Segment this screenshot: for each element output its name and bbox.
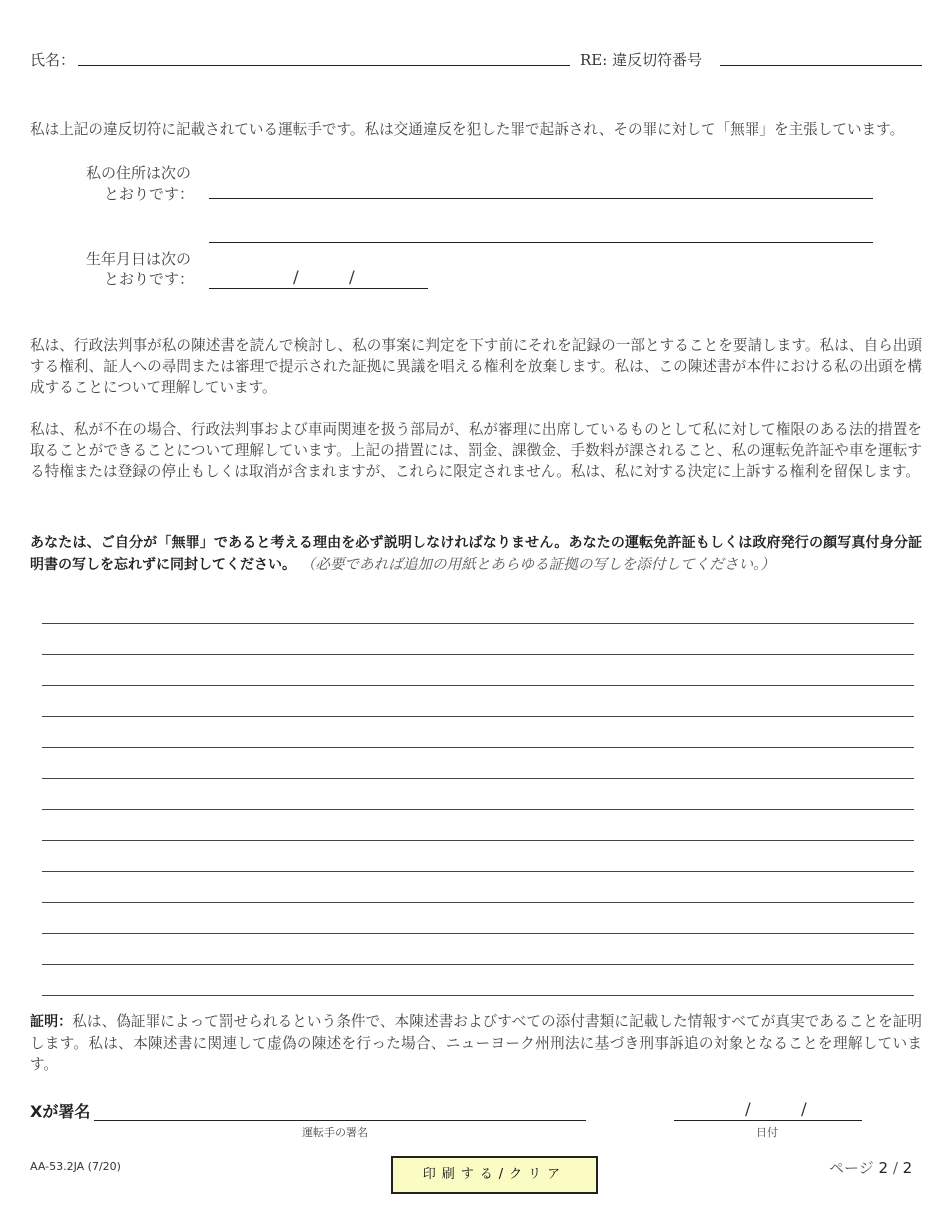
date-separator-2: /: [801, 1100, 807, 1120]
certification-text: 私は、偽証罪によって罰せられるという条件で、本陳述書およびすべての添付書類に記載した情報すべてが真実であることを証明します。私は、本陳述書に関連して虚偽の陳述を行った場合、ニューヨーク州刑法に基づき刑事訴追の対象となることを理解しています。: [30, 1013, 923, 1073]
reason-line[interactable]: [42, 809, 914, 810]
absence-paragraph: 私は、私が不在の場合、行政法判事および車両関連を扱う部局が、私が審理に出席しているものとして私に対して権限のある法的措置を取ることができることについて理解しています。上記の措置には、罰金、課徴金、手数料が課されること、私の運転免許証や車を運転する特権または登録の停止もしくは取消が含まれますが、これらに限定されません。私は、私に対する決定に上訴する権利を留保します。: [30, 421, 922, 480]
reason-line[interactable]: [42, 933, 914, 934]
reason-line[interactable]: [42, 871, 914, 872]
address-field-line1[interactable]: [209, 198, 873, 199]
signature-caption: 運転手の署名: [302, 1126, 368, 1139]
address-label-line1: 私の住所は次の: [86, 164, 192, 182]
signature-label: Xが署名: [30, 1102, 91, 1121]
reason-instructions: [30, 532, 922, 576]
reason-line[interactable]: [42, 654, 914, 655]
intro-paragraph: 私は上記の違反切符に記載されている運転手です。私は交通違反を犯した罪で起訴され、その罪に対して「無罪」を主張しています。: [30, 121, 905, 138]
reason-instructions-bold: あなたは、ご自分が「無罪」であると考える理由を必ず説明しなければなりません。あなたの運転免許証もしくは政府発行の顔写真付身分証明書の写しを忘れずに同封してください。: [30, 535, 922, 573]
ticket-number-label: RE: 違反切符番号: [580, 51, 703, 69]
dob-label-line2: とおりです：: [104, 270, 195, 288]
reason-line[interactable]: [42, 747, 914, 748]
reason-line[interactable]: [42, 685, 914, 686]
reason-line[interactable]: [42, 964, 914, 965]
dob-separator-1: /: [293, 268, 299, 288]
page-separator: /: [892, 1159, 898, 1177]
ticket-number-field[interactable]: [720, 65, 922, 66]
print-clear-button[interactable]: 印刷する/クリア: [391, 1156, 598, 1194]
reason-instructions-italic: （必要であれば追加の用紙とあらゆる証拠の写しを添付してください。）: [300, 556, 775, 573]
certification-paragraph: [30, 1011, 922, 1075]
form-id: AA-53.2JA (7/20): [30, 1160, 121, 1173]
signature-date-field[interactable]: [674, 1120, 862, 1121]
page-label: ページ: [829, 1159, 874, 1177]
reason-line[interactable]: [42, 840, 914, 841]
dob-separator-2: /: [349, 268, 355, 288]
signature-field[interactable]: [94, 1120, 586, 1121]
name-label: 氏名：: [30, 51, 76, 69]
page-indicator: [829, 1157, 912, 1178]
certification-label: 証明：: [30, 1014, 73, 1030]
address-field-line2[interactable]: [209, 242, 873, 243]
page-current: 2: [878, 1159, 889, 1177]
address-label-line2: とおりです：: [104, 185, 195, 203]
name-field[interactable]: [78, 65, 570, 66]
hearing-request-paragraph: 私は、行政法判事が私の陳述書を読んで検討し、私の事案に判定を下す前にそれを記録の一部とすることを要請します。私は、自ら出頭する権利、証人への尋問または審理で提示された証拠に異議を唱える権利を放棄します。私は、この陳述書が本件における私の出頭を構成することについて理解しています。: [30, 337, 922, 396]
date-separator-1: /: [745, 1100, 751, 1120]
page-total: 2: [902, 1159, 913, 1177]
reason-line[interactable]: [42, 902, 914, 903]
reason-line[interactable]: [42, 778, 914, 779]
dob-label-line1: 生年月日は次の: [86, 250, 192, 268]
reason-line[interactable]: [42, 623, 914, 624]
reason-line[interactable]: [42, 995, 914, 996]
reason-line[interactable]: [42, 716, 914, 717]
dob-field[interactable]: [209, 288, 428, 289]
date-caption: 日付: [756, 1126, 778, 1139]
